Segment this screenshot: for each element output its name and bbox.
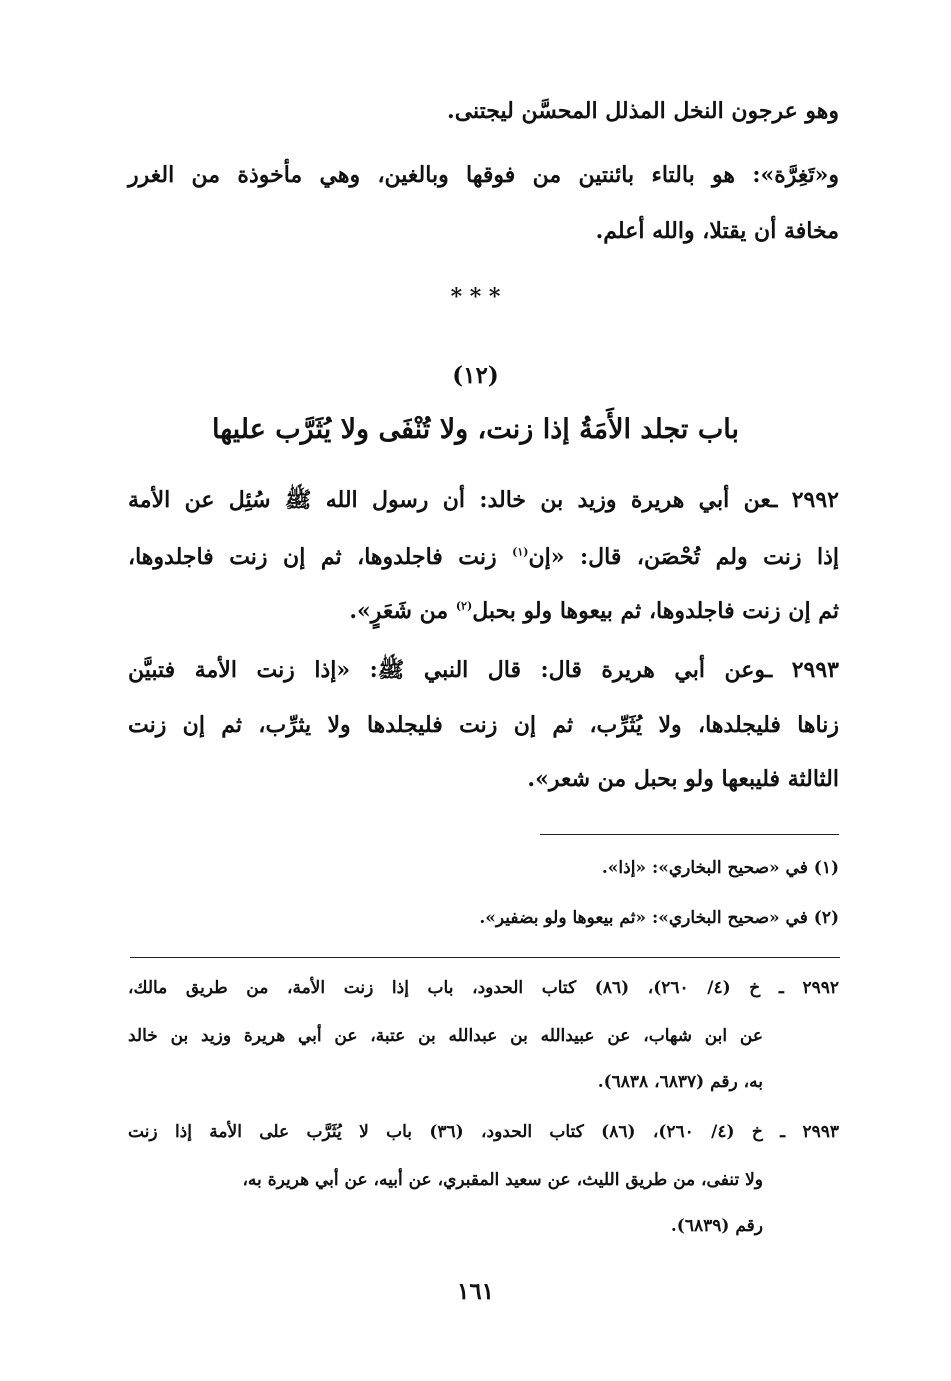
chapter-number: (١٢) [452, 362, 499, 389]
section-separator: * * * [450, 284, 501, 310]
sources-rule [130, 957, 840, 958]
intro-line-1: وهو عرجون النخل المذلل المحسَّن ليجتنى. [447, 98, 839, 124]
footnote-1: (١) في «صحيح البخاري»: «إذا». [601, 858, 839, 878]
hadith-2992-line-2 [128, 544, 839, 570]
hadith-text: وعن أبي هريرة قال: قال النبي ﷺ: «إذا زنت الأمة فتبيَّن [128, 657, 766, 683]
source-2993-line-2: ولا تنفى، من طريق الليث، عن سعيد المقبري، عن أبيه، عن أبي هريرة به، [242, 1170, 763, 1190]
hadith-text: ثم إن زنت فاجلدوها، ثم بيعوها ولو بحبل [472, 598, 839, 624]
hadith-number: ٢٩٩٣ ـ [765, 657, 839, 683]
source-2992-line-3: به، رقم (٦٨٣٧، ٦٨٣٨). [597, 1072, 763, 1092]
hadith-2993-line-2: زناها فليجلدها، ولا يُثَرِّب، ثم إن زنت فليجلدها ولا يثرِّب، ثم إن زنت [128, 712, 839, 738]
source-2993-line-3: رقم (٦٨٣٩). [670, 1216, 763, 1236]
hadith-2992-line-3 [349, 598, 839, 624]
footnote-ref-2: (٢) [455, 599, 473, 613]
intro-line-2: و«تَغِرَّة»: هو بالتاء بائنتين من فوقها وبالغين، وهي مأخوذة من الغرر [128, 162, 839, 188]
footnote-rule [540, 834, 839, 835]
hadith-2992-line-1 [128, 486, 839, 518]
hadith-2993-line-1 [128, 656, 839, 688]
hadith-text: إذا زنت ولم تُحْصَن، قال: «إن [528, 544, 839, 570]
hadith-number: ٢٩٩٢ ـ [770, 487, 839, 513]
source-2992-line-2: عن ابن شهاب، عن عبيدالله بن عبدالله بن عتبة، عن أبي هريرة وزيد بن خالد [128, 1026, 763, 1046]
intro-line-3: مخافة أن يقتلا، والله أعلم. [595, 218, 839, 244]
hadith-2993-line-3: الثالثة فليبعها ولو بحبل من شعر». [527, 766, 839, 792]
hadith-text: من شَعَرٍ». [349, 598, 456, 624]
footnote-2: (٢) في «صحيح البخاري»: «ثم بيعوها ولو بضفير». [479, 908, 839, 928]
hadith-text: عن أبي هريرة وزيد بن خالد: أن رسول الله ﷺ سُئِل عن الأمة [128, 487, 771, 513]
footnote-ref-1: (١) [512, 545, 529, 559]
source-2992-line-1: ٢٩٩٢ ـ خ (٤/ ٢٦٠)، (٨٦) كتاب الحدود، باب إذا زنت الأمة، من طريق مالك، [128, 978, 839, 998]
source-2993-line-1: ٢٩٩٣ ـ خ (٤/ ٢٦٠)، (٨٦) كتاب الحدود، (٣٦) باب لا يُثَرَّب على الأمة إذا زنت [128, 1122, 839, 1142]
chapter-title: باب تجلد الأَمَةُ إذا زنت، ولا تُنْفَى ولا يُثَرَّب عليها [211, 414, 739, 445]
page-number: ١٦١ [456, 1278, 495, 1305]
hadith-text: زنت فاجلدوها، ثم إن زنت فاجلدوها، [128, 544, 513, 570]
